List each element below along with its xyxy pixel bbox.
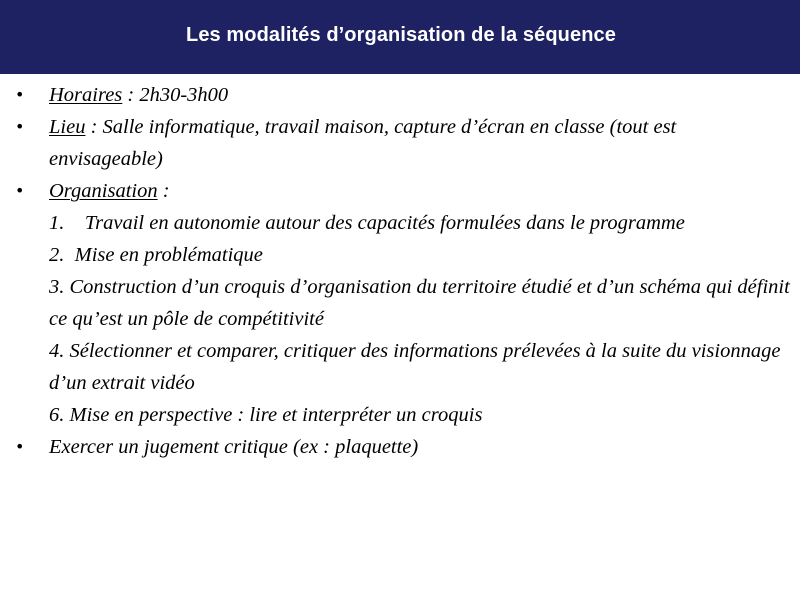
bullet-organisation — [0, 175, 800, 207]
organisation-step-3: 3. Construction d’un croquis d’organisation du territoire étudié et d’un schéma qui définit ce qu’est un pôle de compétitivité — [49, 276, 790, 330]
exercer-text: Exercer un jugement critique (ex : plaquette) — [49, 436, 419, 458]
organisation-step-4: 4. Sélectionner et comparer, critiquer des informations prélevées à la suite du visionnage d’un extrait vidéo — [49, 340, 781, 394]
bullet-dot-icon: • — [15, 437, 25, 456]
bullet-lieu — [0, 111, 800, 175]
horaires-text: : 2h30-3h00 — [122, 84, 229, 106]
bullet-horaires — [0, 79, 800, 111]
organisation-label: Organisation — [49, 180, 158, 202]
slide-title: Les modalités d’organisation de la séquence — [186, 23, 616, 46]
horaires-label: Horaires — [49, 84, 123, 106]
title-bar — [0, 0, 800, 74]
bullet-dot-icon: • — [15, 85, 25, 104]
slide-content — [0, 79, 800, 463]
bullet-dot-icon: • — [15, 117, 25, 136]
organisation-step-1: 1. Travail en autonomie autour des capacités formulées dans le programme — [49, 212, 685, 234]
organisation-step-6: 6. Mise en perspective : lire et interpréter un croquis — [49, 404, 483, 426]
bullet-dot-icon: • — [15, 181, 25, 200]
bullet-exercer — [0, 431, 800, 463]
lieu-label: Lieu — [49, 116, 86, 138]
organisation-text: : — [157, 180, 170, 202]
lieu-text: : Salle informatique, travail maison, capture d’écran en classe (tout est envisageable) — [49, 116, 677, 170]
organisation-step-2: 2. Mise en problématique — [49, 244, 263, 266]
